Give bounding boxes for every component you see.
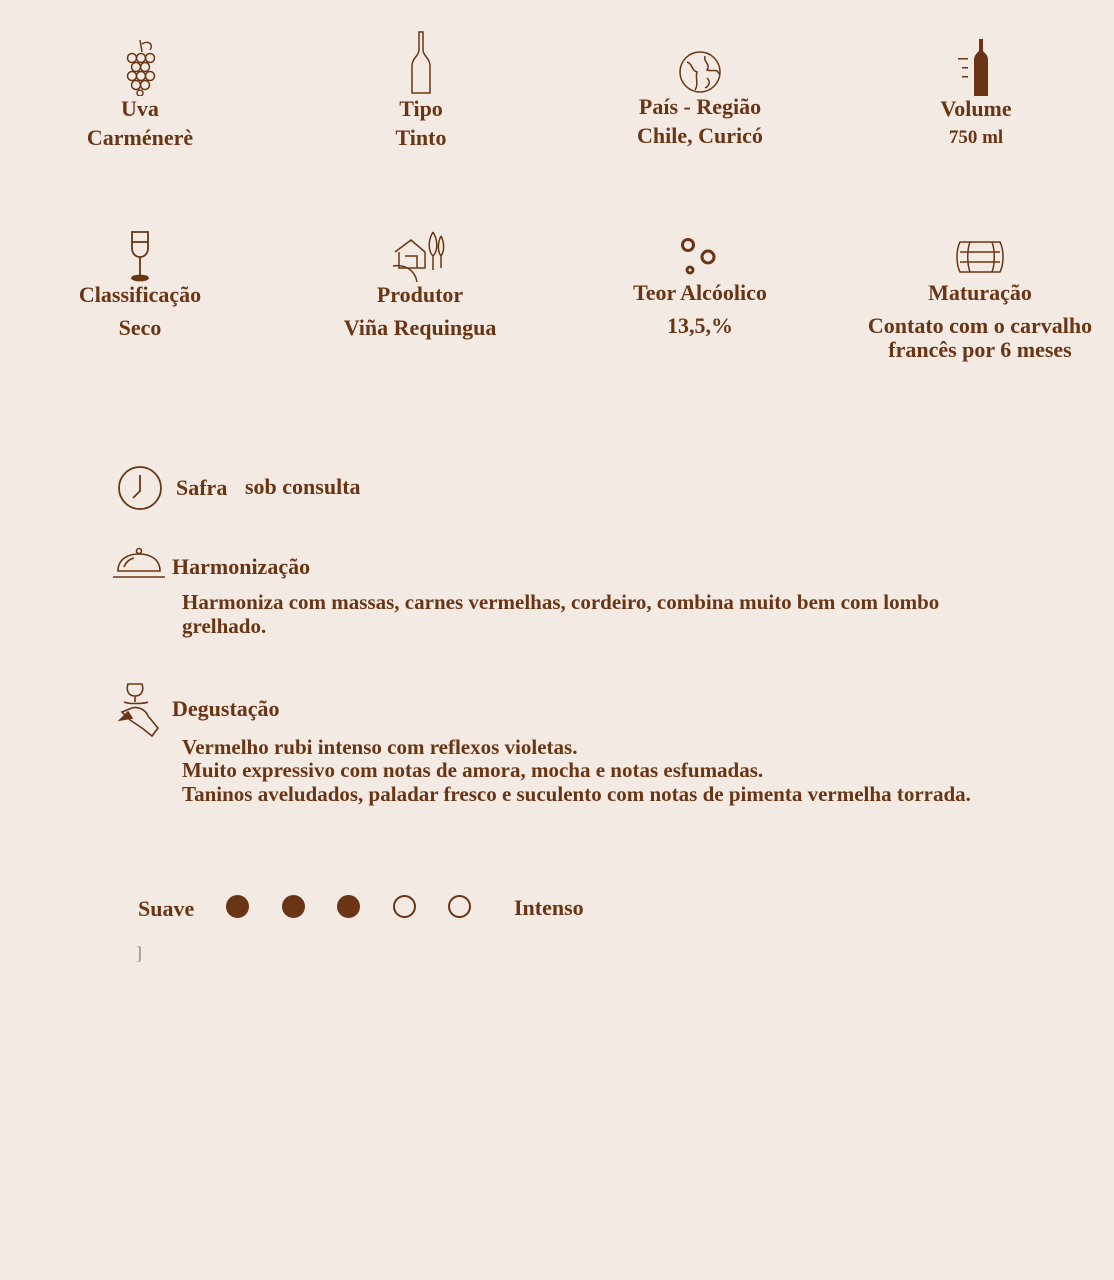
stray-bracket: ] bbox=[136, 943, 142, 963]
intensity-dot-filled bbox=[282, 895, 305, 918]
spec-label: Teor Alcóolico bbox=[633, 280, 767, 305]
degustacao-line: Vermelho rubi intenso com reflexos violetas. bbox=[182, 735, 578, 759]
barrel-icon bbox=[954, 238, 1006, 276]
harmonizacao-title: Harmonização bbox=[172, 554, 311, 579]
intensity-max-label: Intenso bbox=[514, 895, 584, 920]
farm-icon bbox=[391, 230, 449, 282]
spec-teor-alcoolico bbox=[570, 236, 830, 338]
spec-value: Chile, Curicó bbox=[637, 123, 763, 148]
spec-label: Tipo bbox=[399, 96, 443, 121]
wine-glass-icon bbox=[128, 230, 152, 282]
degustacao-title: Degustação bbox=[172, 696, 280, 721]
spec-value: Seco bbox=[118, 315, 162, 340]
spec-maturacao bbox=[850, 238, 1110, 362]
spec-label: Classificação bbox=[78, 282, 202, 307]
spec-value: 13,5,% bbox=[667, 313, 733, 338]
spec-classificacao bbox=[10, 230, 270, 340]
clock-icon bbox=[117, 465, 163, 511]
bubbles-icon bbox=[678, 236, 722, 280]
wine-tasting-hand-icon bbox=[118, 680, 160, 738]
bottle-icon bbox=[409, 30, 433, 96]
spec-volume bbox=[846, 38, 1106, 150]
spec-value: Tinto bbox=[395, 125, 447, 150]
harmonizacao-text: Harmoniza com massas, carnes vermelhas, cordeiro, combina muito bem com lombo grelhado. bbox=[182, 590, 940, 638]
spec-label: Maturação bbox=[928, 280, 1032, 305]
intensity-dot-filled bbox=[226, 895, 249, 918]
safra-label: Safra bbox=[176, 475, 228, 500]
intensity-dot-empty bbox=[393, 895, 416, 918]
degustacao-line: Taninos aveludados, paladar fresco e suculento com notas de pimenta vermelha torrada. bbox=[182, 782, 971, 806]
spec-uva bbox=[10, 38, 270, 150]
globe-icon bbox=[677, 50, 723, 94]
spec-tipo bbox=[291, 30, 551, 150]
cloche-icon bbox=[112, 547, 166, 579]
intensity-min-label: Suave bbox=[138, 896, 195, 921]
spec-label: País - Região bbox=[638, 94, 762, 119]
grape-icon bbox=[120, 38, 160, 96]
spec-value: Carménerè bbox=[86, 125, 194, 150]
intensity-dot-filled bbox=[337, 895, 360, 918]
spec-label: Produtor bbox=[376, 282, 464, 307]
degustacao-line: Muito expressivo com notas de amora, mocha e notas esfumadas. bbox=[182, 758, 764, 782]
bottle-volume-icon bbox=[956, 38, 996, 96]
spec-label: Volume bbox=[940, 96, 1012, 121]
spec-value: 750 ml bbox=[948, 127, 1004, 148]
spec-label: Uva bbox=[121, 96, 159, 121]
safra-value: sob consulta bbox=[245, 474, 361, 499]
spec-produtor bbox=[290, 230, 550, 340]
spec-value: Viña Requingua bbox=[343, 315, 497, 340]
spec-value: Contato com o carvalho francês por 6 meses bbox=[867, 313, 1093, 362]
spec-pais-regiao bbox=[570, 50, 830, 148]
intensity-dot-empty bbox=[448, 895, 471, 918]
